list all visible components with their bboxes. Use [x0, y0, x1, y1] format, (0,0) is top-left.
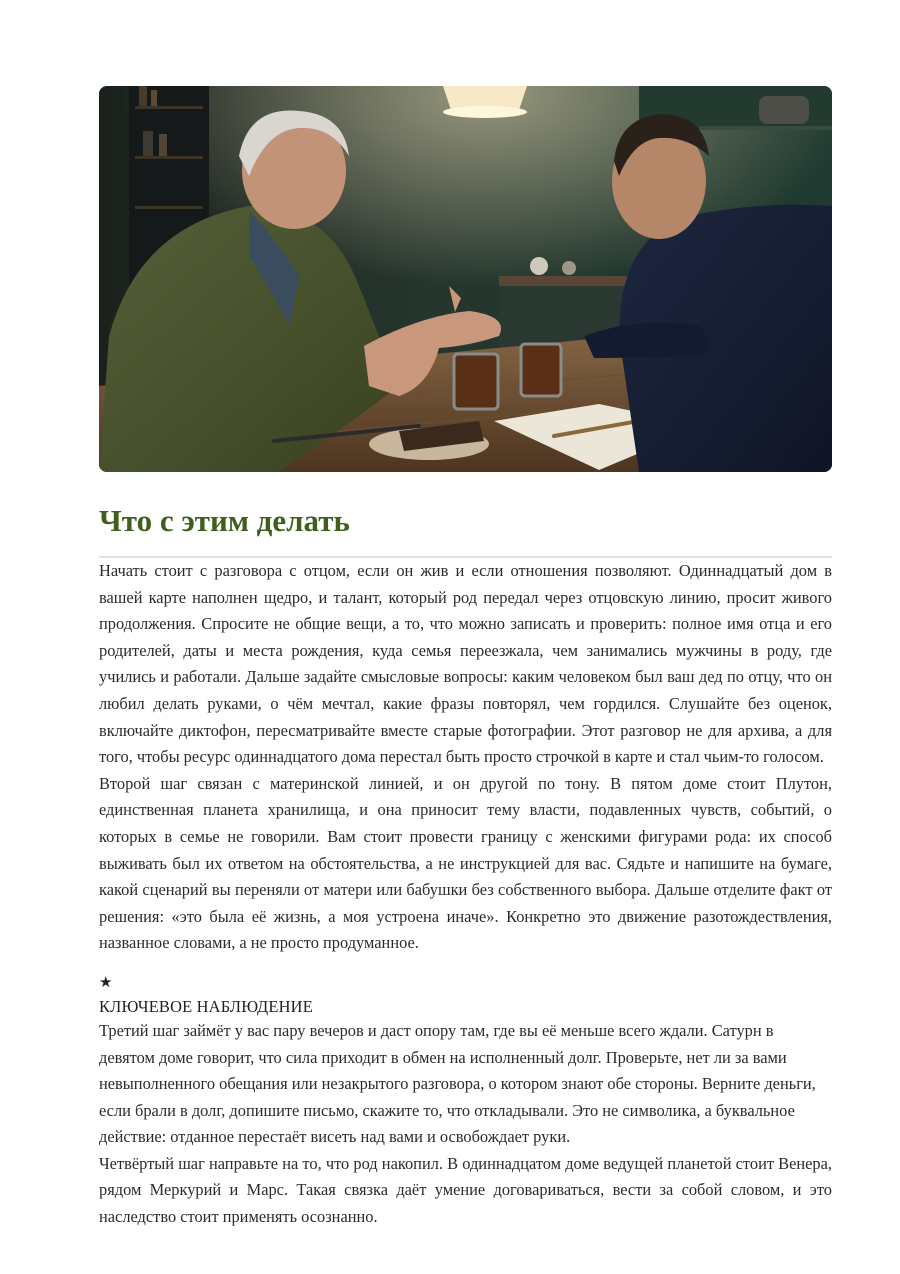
photo-two-men-kitchen-table	[99, 86, 832, 472]
star-icon: ★	[99, 972, 113, 991]
callout-label: КЛЮЧЕВОЕ НАБЛЮДЕНИЕ	[99, 996, 313, 1016]
article	[99, 86, 832, 1231]
section-title: Что с этим делать	[99, 503, 350, 538]
paragraph-2: Второй шаг связан с материнской линией, и он другой по тону. В пятом доме стоит Плутон, единственная планета хранилища, и она приносит тему власти, подавленных чувств, событий, о которых в семье не говорили. Вам стоит провести границу с женскими фигурами рода: их способ выживать был их ответом на обстоятельства, а не инструкцией для вас. Сядьте и напишите на бумаге, какой сценарий вы переняли от матери или бабушки без собственного выбора. Дальше отделите факт от решения: «это была её жизнь, а моя устроена иначе». Конкретно это движение разотождествления, названное словами, а не просто продуманное.	[99, 773, 832, 953]
paragraph-4: Четвёртый шаг направьте на то, что род накопил. В одиннадцатом доме ведущей планетой стоит Венера, рядом Меркурий и Марс. Такая связка даёт умение договариваться, вести за собой словом, и это наследство стоит применять осознанно.	[99, 1153, 832, 1227]
paragraph-3: Третий шаг займёт у вас пару вечеров и даст опору там, где вы её меньше всего ждали. Сатурн в девятом доме говорит, что сила приходит в обмен на исполненный долг. Проверьте, нет ли за вами невыполненного обещания или незакрытого разговора, о котором знают обе стороны. Верните деньги, если брали в долг, допишите письмо, скажите то, что откладывали. Это не символика, а буквальное действие: отданное перестаёт висеть над вами и освобождает руки.	[99, 1020, 816, 1147]
paragraph-1: Начать стоит с разговора с отцом, если он жив и если отношения позволяют. Одиннадцатый дом в вашей карте наполнен щедро, и талант, который род передал через отцовскую линию, просит живого продолжения. Спросите не общие вещи, а то, что можно записать и проверить: полное имя отца и его родителей, даты и места рождения, куда семья переезжала, чем занимались мужчины в роду, где учились и работали. Дальше задайте смысловые вопросы: каким человеком был ваш дед по отцу, что он любил делать руками, о чём мечтал, какие фразы повторял, чем гордился. Слушайте без оценок, включайте диктофон, пересматривайте вместе старые фотографии. Этот разговор не для архива, а для того, чтобы ресурс одиннадцатого дома перестал быть просто строчкой в карте и стал чьим-то голосом.	[99, 561, 832, 767]
hero-image	[99, 86, 832, 472]
